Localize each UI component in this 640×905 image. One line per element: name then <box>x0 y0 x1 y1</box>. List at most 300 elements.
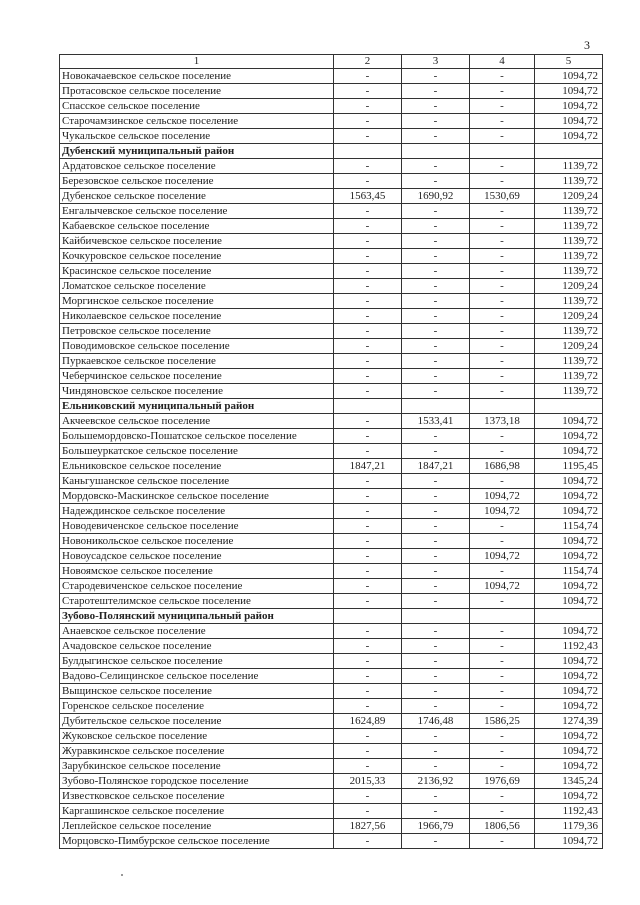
value-col-3-cell: - <box>402 204 470 219</box>
value-col-3-cell: - <box>402 129 470 144</box>
value-col-4-cell: - <box>470 624 535 639</box>
settlement-name-cell: Стародевиченское сельское поселение <box>60 579 334 594</box>
settlement-name-cell: Чиндяновское сельское поселение <box>60 384 334 399</box>
table-row <box>60 819 603 834</box>
value-col-2-cell: - <box>334 159 402 174</box>
value-col-5-cell: 1192,43 <box>535 639 603 654</box>
value-col-3-cell: - <box>402 744 470 759</box>
value-col-2-cell: - <box>334 699 402 714</box>
value-col-2-cell: - <box>334 429 402 444</box>
value-col-2-cell: 2015,33 <box>334 774 402 789</box>
value-col-2-cell: - <box>334 594 402 609</box>
value-col-5-cell: 1139,72 <box>535 264 603 279</box>
table-row <box>60 654 603 669</box>
value-col-5-cell: 1094,72 <box>535 129 603 144</box>
value-col-4-cell: - <box>470 114 535 129</box>
value-col-3-cell: - <box>402 294 470 309</box>
value-col-2-cell <box>334 144 402 159</box>
value-col-3-cell: - <box>402 354 470 369</box>
value-col-4-cell: - <box>470 204 535 219</box>
value-col-2-cell: - <box>334 84 402 99</box>
table-row <box>60 309 603 324</box>
value-col-3-cell: - <box>402 84 470 99</box>
value-col-4-cell: - <box>470 264 535 279</box>
settlement-name-cell: Новодевиченское сельское поселение <box>60 519 334 534</box>
value-col-5-cell <box>535 609 603 624</box>
settlement-name-cell: Дубенское сельское поселение <box>60 189 334 204</box>
value-col-3-cell: - <box>402 324 470 339</box>
value-col-3-cell: - <box>402 174 470 189</box>
value-col-5-cell: 1094,72 <box>535 114 603 129</box>
value-col-3-cell: - <box>402 579 470 594</box>
table-header-row <box>60 55 603 69</box>
settlement-name-cell: Вадово-Селищинское сельское поселение <box>60 669 334 684</box>
settlement-name-cell: Большеуркатское сельское поселение <box>60 444 334 459</box>
value-col-5-cell: 1179,36 <box>535 819 603 834</box>
table-row <box>60 234 603 249</box>
settlement-name-cell: Ельниковское сельское поселение <box>60 459 334 474</box>
value-col-5-cell: 1094,72 <box>535 84 603 99</box>
table-row <box>60 504 603 519</box>
value-col-4-cell: - <box>470 534 535 549</box>
settlement-name-cell: Красинское сельское поселение <box>60 264 334 279</box>
settlement-name-cell: Ачадовское сельское поселение <box>60 639 334 654</box>
settlement-name-cell: Известковское сельское поселение <box>60 789 334 804</box>
value-col-2-cell: - <box>334 69 402 84</box>
settlement-name-cell: Ардатовское сельское поселение <box>60 159 334 174</box>
value-col-2-cell: - <box>334 669 402 684</box>
value-col-2-cell: - <box>334 99 402 114</box>
value-col-3-cell: - <box>402 339 470 354</box>
value-col-2-cell: - <box>334 624 402 639</box>
district-name-cell: Ельниковский муниципальный район <box>60 399 334 414</box>
value-col-3-cell: - <box>402 729 470 744</box>
column-header-1: 1 <box>60 55 334 69</box>
value-col-5-cell: 1345,24 <box>535 774 603 789</box>
settlement-name-cell: Каньгушанское сельское поселение <box>60 474 334 489</box>
settlement-name-cell: Кочкуровское сельское поселение <box>60 249 334 264</box>
value-col-2-cell: - <box>334 114 402 129</box>
district-name-cell: Зубово-Полянский муниципальный район <box>60 609 334 624</box>
value-col-5-cell: 1154,74 <box>535 519 603 534</box>
scan-speck <box>121 874 123 876</box>
value-col-2-cell: - <box>334 639 402 654</box>
value-col-4-cell: - <box>470 669 535 684</box>
value-col-3-cell: - <box>402 639 470 654</box>
value-col-5-cell: 1094,72 <box>535 69 603 84</box>
table-row <box>60 264 603 279</box>
value-col-3-cell: - <box>402 69 470 84</box>
table-row <box>60 579 603 594</box>
value-col-4-cell: - <box>470 174 535 189</box>
value-col-5-cell: 1139,72 <box>535 234 603 249</box>
value-col-3-cell: - <box>402 669 470 684</box>
settlement-name-cell: Старотештелимское сельское поселение <box>60 594 334 609</box>
value-col-2-cell: - <box>334 789 402 804</box>
value-col-5-cell: 1139,72 <box>535 369 603 384</box>
tariff-table <box>59 54 603 849</box>
table-row <box>60 324 603 339</box>
value-col-4-cell <box>470 144 535 159</box>
value-col-3-cell: - <box>402 654 470 669</box>
value-col-2-cell: 1624,89 <box>334 714 402 729</box>
value-col-5-cell: 1154,74 <box>535 564 603 579</box>
value-col-2-cell: - <box>334 234 402 249</box>
value-col-5-cell: 1274,39 <box>535 714 603 729</box>
table-row <box>60 669 603 684</box>
value-col-2-cell: 1847,21 <box>334 459 402 474</box>
table-row <box>60 624 603 639</box>
table-row <box>60 489 603 504</box>
value-col-3-cell: - <box>402 789 470 804</box>
value-col-4-cell: - <box>470 369 535 384</box>
table-row <box>60 519 603 534</box>
value-col-5-cell: 1094,72 <box>535 669 603 684</box>
value-col-2-cell: - <box>334 579 402 594</box>
value-col-2-cell: - <box>334 384 402 399</box>
value-col-4-cell: - <box>470 804 535 819</box>
value-col-5-cell: 1094,72 <box>535 474 603 489</box>
value-col-4-cell: 1373,18 <box>470 414 535 429</box>
value-col-3-cell: 1746,48 <box>402 714 470 729</box>
value-col-5-cell: 1094,72 <box>535 549 603 564</box>
settlement-name-cell: Морцовско-Пимбурское сельское поселение <box>60 834 334 849</box>
value-col-4-cell: 1094,72 <box>470 489 535 504</box>
settlement-name-cell: Горенское сельское поселение <box>60 699 334 714</box>
settlement-name-cell: Надеждинское сельское поселение <box>60 504 334 519</box>
value-col-4-cell: - <box>470 474 535 489</box>
value-col-3-cell: - <box>402 384 470 399</box>
settlement-name-cell: Моргинское сельское поселение <box>60 294 334 309</box>
value-col-5-cell: 1139,72 <box>535 204 603 219</box>
settlement-name-cell: Енгалычевское сельское поселение <box>60 204 334 219</box>
table-row <box>60 219 603 234</box>
value-col-5-cell: 1139,72 <box>535 294 603 309</box>
value-col-5-cell <box>535 399 603 414</box>
settlement-name-cell: Николаевское сельское поселение <box>60 309 334 324</box>
value-col-4-cell: - <box>470 594 535 609</box>
value-col-3-cell: - <box>402 699 470 714</box>
value-col-5-cell: 1094,72 <box>535 654 603 669</box>
value-col-3-cell: - <box>402 624 470 639</box>
value-col-4-cell: - <box>470 324 535 339</box>
table-row <box>60 444 603 459</box>
value-col-4-cell: - <box>470 744 535 759</box>
value-col-4-cell: 1686,98 <box>470 459 535 474</box>
table-row <box>60 714 603 729</box>
table-row <box>60 99 603 114</box>
settlement-name-cell: Березовское сельское поселение <box>60 174 334 189</box>
value-col-4-cell: - <box>470 159 535 174</box>
value-col-2-cell <box>334 609 402 624</box>
settlement-name-cell: Чукальское сельское поселение <box>60 129 334 144</box>
value-col-2-cell: - <box>334 309 402 324</box>
district-header-row <box>60 144 603 159</box>
value-col-4-cell: 1094,72 <box>470 579 535 594</box>
value-col-2-cell: - <box>334 729 402 744</box>
settlement-name-cell: Выщинское сельское поселение <box>60 684 334 699</box>
value-col-2-cell: - <box>334 654 402 669</box>
value-col-2-cell: - <box>334 219 402 234</box>
value-col-4-cell: - <box>470 219 535 234</box>
table-row <box>60 354 603 369</box>
table-row <box>60 699 603 714</box>
value-col-2-cell: - <box>334 804 402 819</box>
value-col-3-cell: - <box>402 489 470 504</box>
table-row <box>60 189 603 204</box>
value-col-3-cell: - <box>402 249 470 264</box>
settlement-name-cell: Зубово-Полянское городское поселение <box>60 774 334 789</box>
value-col-2-cell: - <box>334 444 402 459</box>
settlement-name-cell: Кайбичевское сельское поселение <box>60 234 334 249</box>
value-col-3-cell: 2136,92 <box>402 774 470 789</box>
value-col-5-cell: 1094,72 <box>535 414 603 429</box>
value-col-3-cell <box>402 399 470 414</box>
value-col-3-cell: - <box>402 804 470 819</box>
value-col-3-cell <box>402 144 470 159</box>
table-row <box>60 804 603 819</box>
value-col-2-cell: - <box>334 534 402 549</box>
value-col-3-cell: - <box>402 444 470 459</box>
value-col-5-cell <box>535 144 603 159</box>
table-row <box>60 759 603 774</box>
district-header-row <box>60 399 603 414</box>
value-col-4-cell: - <box>470 129 535 144</box>
value-col-3-cell: - <box>402 279 470 294</box>
settlement-name-cell: Зарубкинское сельское поселение <box>60 759 334 774</box>
table-row <box>60 564 603 579</box>
value-col-4-cell: - <box>470 84 535 99</box>
value-col-5-cell: 1139,72 <box>535 159 603 174</box>
settlement-name-cell: Поводимовское сельское поселение <box>60 339 334 354</box>
value-col-3-cell: - <box>402 219 470 234</box>
settlement-name-cell: Кабаевское сельское поселение <box>60 219 334 234</box>
column-header-5: 5 <box>535 55 603 69</box>
settlement-name-cell: Новокачаевское сельское поселение <box>60 69 334 84</box>
district-name-cell: Дубенский муниципальный район <box>60 144 334 159</box>
value-col-4-cell: - <box>470 339 535 354</box>
value-col-5-cell: 1139,72 <box>535 249 603 264</box>
value-col-4-cell: 1094,72 <box>470 504 535 519</box>
value-col-5-cell: 1094,72 <box>535 504 603 519</box>
value-col-4-cell: - <box>470 99 535 114</box>
value-col-5-cell: 1094,72 <box>535 744 603 759</box>
value-col-5-cell: 1139,72 <box>535 354 603 369</box>
value-col-2-cell: - <box>334 489 402 504</box>
value-col-2-cell: - <box>334 354 402 369</box>
table-row <box>60 339 603 354</box>
value-col-3-cell: 1966,79 <box>402 819 470 834</box>
table-row <box>60 534 603 549</box>
settlement-name-cell: Спасское сельское поселение <box>60 99 334 114</box>
value-col-5-cell: 1209,24 <box>535 339 603 354</box>
value-col-3-cell: 1690,92 <box>402 189 470 204</box>
table-row <box>60 294 603 309</box>
settlement-name-cell: Мордовско-Маскинское сельское поселение <box>60 489 334 504</box>
settlement-name-cell: Жуковское сельское поселение <box>60 729 334 744</box>
value-col-4-cell: - <box>470 354 535 369</box>
district-header-row <box>60 609 603 624</box>
value-col-4-cell: - <box>470 639 535 654</box>
value-col-5-cell: 1192,43 <box>535 804 603 819</box>
value-col-4-cell: - <box>470 249 535 264</box>
table-row <box>60 744 603 759</box>
table-row <box>60 549 603 564</box>
table-row <box>60 639 603 654</box>
settlement-name-cell: Новоусадское сельское поселение <box>60 549 334 564</box>
table-row <box>60 474 603 489</box>
settlement-name-cell: Ломатское сельское поселение <box>60 279 334 294</box>
value-col-2-cell: - <box>334 744 402 759</box>
table-row <box>60 159 603 174</box>
page-number: 3 <box>584 38 590 52</box>
value-col-3-cell: - <box>402 684 470 699</box>
value-col-5-cell: 1209,24 <box>535 309 603 324</box>
value-col-3-cell: - <box>402 474 470 489</box>
value-col-3-cell: 1533,41 <box>402 414 470 429</box>
table-row <box>60 129 603 144</box>
value-col-4-cell <box>470 399 535 414</box>
value-col-5-cell: 1139,72 <box>535 219 603 234</box>
value-col-5-cell: 1094,72 <box>535 789 603 804</box>
table-row <box>60 459 603 474</box>
value-col-4-cell: - <box>470 684 535 699</box>
value-col-2-cell: - <box>334 324 402 339</box>
value-col-4-cell: - <box>470 429 535 444</box>
table-row <box>60 414 603 429</box>
table-row <box>60 789 603 804</box>
value-col-5-cell: 1094,72 <box>535 684 603 699</box>
value-col-2-cell: - <box>334 204 402 219</box>
value-col-3-cell: - <box>402 264 470 279</box>
table-row <box>60 69 603 84</box>
value-col-5-cell: 1139,72 <box>535 324 603 339</box>
value-col-4-cell: - <box>470 834 535 849</box>
value-col-4-cell: - <box>470 279 535 294</box>
value-col-2-cell: - <box>334 504 402 519</box>
settlement-name-cell: Леплейское сельское поселение <box>60 819 334 834</box>
value-col-4-cell: 1094,72 <box>470 549 535 564</box>
settlement-name-cell: Анаевское сельское поселение <box>60 624 334 639</box>
table-row <box>60 384 603 399</box>
value-col-2-cell: - <box>334 174 402 189</box>
value-col-5-cell: 1139,72 <box>535 384 603 399</box>
value-col-3-cell: - <box>402 369 470 384</box>
table-row <box>60 729 603 744</box>
value-col-5-cell: 1209,24 <box>535 279 603 294</box>
value-col-2-cell: - <box>334 339 402 354</box>
value-col-5-cell: 1094,72 <box>535 594 603 609</box>
table-row <box>60 369 603 384</box>
value-col-5-cell: 1094,72 <box>535 489 603 504</box>
value-col-5-cell: 1209,24 <box>535 189 603 204</box>
settlement-name-cell: Булдыгинское сельское поселение <box>60 654 334 669</box>
value-col-4-cell: - <box>470 384 535 399</box>
table-row <box>60 204 603 219</box>
value-col-2-cell <box>334 399 402 414</box>
value-col-3-cell: - <box>402 234 470 249</box>
value-col-2-cell: - <box>334 369 402 384</box>
settlement-name-cell: Большемордовско-Пошатское сельское поселение <box>60 429 334 444</box>
value-col-5-cell: 1094,72 <box>535 759 603 774</box>
value-col-4-cell: - <box>470 444 535 459</box>
value-col-3-cell: - <box>402 429 470 444</box>
value-col-2-cell: - <box>334 279 402 294</box>
value-col-5-cell: 1094,72 <box>535 699 603 714</box>
value-col-2-cell: - <box>334 564 402 579</box>
value-col-4-cell: - <box>470 699 535 714</box>
value-col-3-cell: - <box>402 504 470 519</box>
value-col-4-cell: - <box>470 69 535 84</box>
value-col-2-cell: 1563,45 <box>334 189 402 204</box>
value-col-2-cell: - <box>334 519 402 534</box>
table-row <box>60 684 603 699</box>
column-header-2: 2 <box>334 55 402 69</box>
value-col-2-cell: - <box>334 474 402 489</box>
settlement-name-cell: Чеберчинское сельское поселение <box>60 369 334 384</box>
value-col-3-cell: - <box>402 99 470 114</box>
value-col-4-cell: 1530,69 <box>470 189 535 204</box>
value-col-5-cell: 1094,72 <box>535 624 603 639</box>
value-col-4-cell: 1586,25 <box>470 714 535 729</box>
settlement-name-cell: Протасовское сельское поселение <box>60 84 334 99</box>
value-col-3-cell: 1847,21 <box>402 459 470 474</box>
value-col-5-cell: 1094,72 <box>535 729 603 744</box>
settlement-name-cell: Новоникольское сельское поселение <box>60 534 334 549</box>
settlement-name-cell: Новоямское сельское поселение <box>60 564 334 579</box>
table-row <box>60 774 603 789</box>
value-col-4-cell: - <box>470 729 535 744</box>
value-col-4-cell: - <box>470 309 535 324</box>
settlement-name-cell: Дубительское сельское поселение <box>60 714 334 729</box>
table-row <box>60 249 603 264</box>
table-row <box>60 429 603 444</box>
table-row <box>60 279 603 294</box>
value-col-5-cell: 1094,72 <box>535 429 603 444</box>
value-col-3-cell: - <box>402 594 470 609</box>
settlement-name-cell: Петровское сельское поселение <box>60 324 334 339</box>
value-col-2-cell: - <box>334 264 402 279</box>
value-col-2-cell: - <box>334 759 402 774</box>
table-row <box>60 594 603 609</box>
value-col-5-cell: 1094,72 <box>535 444 603 459</box>
settlement-name-cell: Пуркаевское сельское поселение <box>60 354 334 369</box>
value-col-3-cell: - <box>402 834 470 849</box>
value-col-4-cell: - <box>470 654 535 669</box>
column-header-3: 3 <box>402 55 470 69</box>
value-col-5-cell: 1195,45 <box>535 459 603 474</box>
value-col-2-cell: - <box>334 129 402 144</box>
value-col-2-cell: 1827,56 <box>334 819 402 834</box>
settlement-name-cell: Акчеевское сельское поселение <box>60 414 334 429</box>
value-col-4-cell: 1806,56 <box>470 819 535 834</box>
value-col-4-cell: - <box>470 789 535 804</box>
value-col-5-cell: 1094,72 <box>535 834 603 849</box>
value-col-5-cell: 1139,72 <box>535 174 603 189</box>
value-col-4-cell: - <box>470 564 535 579</box>
table-row <box>60 84 603 99</box>
value-col-3-cell: - <box>402 159 470 174</box>
value-col-4-cell: - <box>470 294 535 309</box>
value-col-2-cell: - <box>334 294 402 309</box>
value-col-5-cell: 1094,72 <box>535 534 603 549</box>
value-col-4-cell: 1976,69 <box>470 774 535 789</box>
value-col-4-cell <box>470 609 535 624</box>
settlement-name-cell: Старочамзинское сельское поселение <box>60 114 334 129</box>
table-row <box>60 174 603 189</box>
value-col-2-cell: - <box>334 684 402 699</box>
value-col-2-cell: - <box>334 549 402 564</box>
